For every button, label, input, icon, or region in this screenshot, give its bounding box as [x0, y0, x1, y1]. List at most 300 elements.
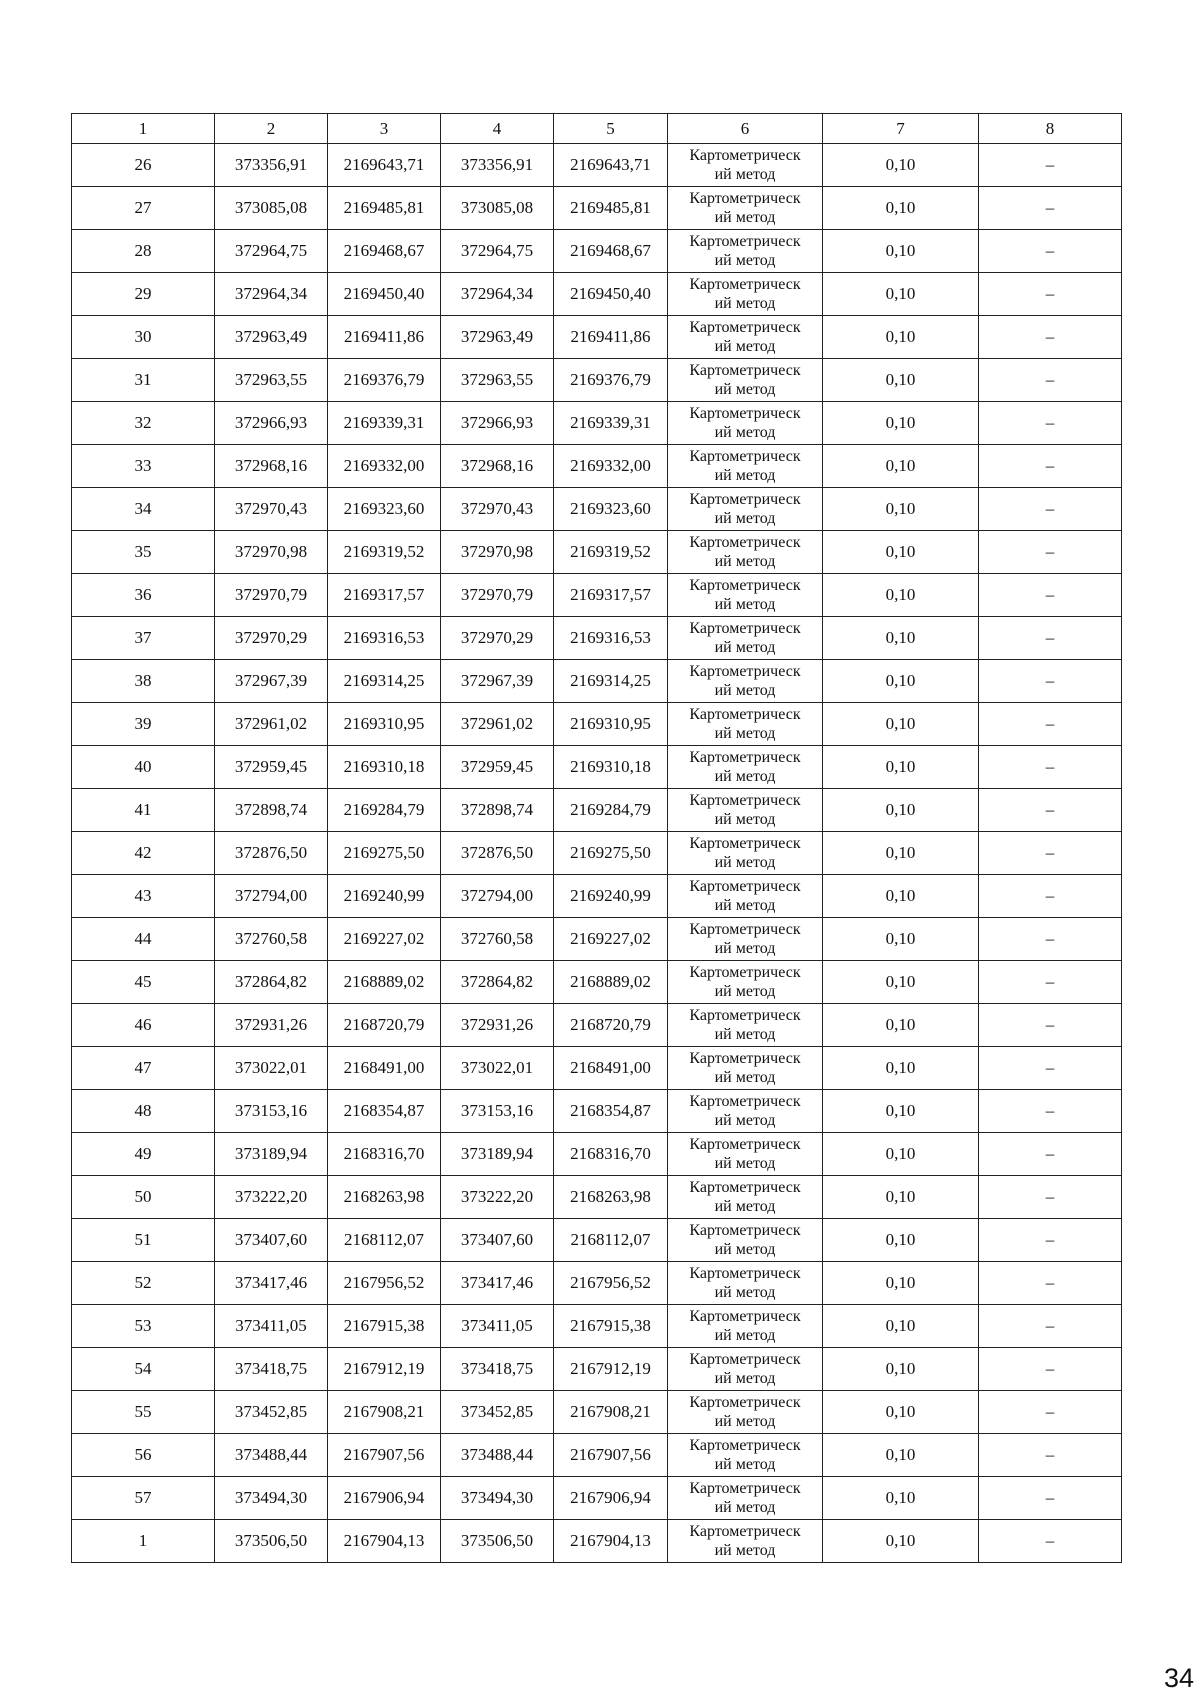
- x-old-cell: 372970,79: [215, 574, 328, 617]
- y-old-cell: 2167912,19: [328, 1348, 441, 1391]
- table-row: [72, 875, 1122, 918]
- accuracy-cell: 0,10: [823, 402, 979, 445]
- table-row: [72, 359, 1122, 402]
- method-cell: [668, 1262, 823, 1305]
- accuracy-cell: 0,10: [823, 144, 979, 187]
- x-old-cell: 372961,02: [215, 703, 328, 746]
- y-new-cell: 2168354,87: [554, 1090, 668, 1133]
- table-row: [72, 1219, 1122, 1262]
- note-cell: –: [979, 1520, 1122, 1563]
- method-text-line2: ий метод: [714, 1370, 776, 1387]
- accuracy-cell: 0,10: [823, 1004, 979, 1047]
- method-cell: [668, 789, 823, 832]
- method-cell: [668, 1176, 823, 1219]
- x-old-cell: 372964,75: [215, 230, 328, 273]
- point-number-cell: 34: [72, 488, 215, 531]
- x-new-cell: 372970,98: [441, 531, 554, 574]
- x-new-cell: 373085,08: [441, 187, 554, 230]
- x-old-cell: 373356,91: [215, 144, 328, 187]
- y-new-cell: 2167907,56: [554, 1434, 668, 1477]
- y-new-cell: 2167912,19: [554, 1348, 668, 1391]
- point-number-cell: 51: [72, 1219, 215, 1262]
- y-old-cell: 2168263,98: [328, 1176, 441, 1219]
- point-number-cell: 31: [72, 359, 215, 402]
- note-cell: –: [979, 1090, 1122, 1133]
- x-old-cell: 372968,16: [215, 445, 328, 488]
- y-new-cell: 2167906,94: [554, 1477, 668, 1520]
- column-header-4: 4: [441, 114, 554, 144]
- method-text-line1: Картометрическ: [689, 1007, 801, 1024]
- y-old-cell: 2167956,52: [328, 1262, 441, 1305]
- x-new-cell: 372794,00: [441, 875, 554, 918]
- y-new-cell: 2167904,13: [554, 1520, 668, 1563]
- x-old-cell: 373506,50: [215, 1520, 328, 1563]
- table-row: [72, 531, 1122, 574]
- method-cell: [668, 1477, 823, 1520]
- y-old-cell: 2168112,07: [328, 1219, 441, 1262]
- method-cell: [668, 574, 823, 617]
- accuracy-cell: 0,10: [823, 488, 979, 531]
- accuracy-cell: 0,10: [823, 445, 979, 488]
- note-cell: –: [979, 1262, 1122, 1305]
- note-cell: –: [979, 273, 1122, 316]
- x-new-cell: 372876,50: [441, 832, 554, 875]
- method-text-line1: Картометрическ: [689, 964, 801, 981]
- method-text-line2: ий метод: [714, 381, 776, 398]
- point-number-cell: 49: [72, 1133, 215, 1176]
- point-number-cell: 1: [72, 1520, 215, 1563]
- x-new-cell: 372963,49: [441, 316, 554, 359]
- x-old-cell: 372959,45: [215, 746, 328, 789]
- method-cell: [668, 187, 823, 230]
- method-text-line1: Картометрическ: [689, 1222, 801, 1239]
- method-cell: [668, 1391, 823, 1434]
- x-old-cell: 373494,30: [215, 1477, 328, 1520]
- y-new-cell: 2168112,07: [554, 1219, 668, 1262]
- y-new-cell: 2167908,21: [554, 1391, 668, 1434]
- x-old-cell: 373452,85: [215, 1391, 328, 1434]
- point-number-cell: 30: [72, 316, 215, 359]
- x-new-cell: 373222,20: [441, 1176, 554, 1219]
- y-new-cell: 2169643,71: [554, 144, 668, 187]
- y-new-cell: 2169468,67: [554, 230, 668, 273]
- note-cell: –: [979, 1133, 1122, 1176]
- method-cell: [668, 918, 823, 961]
- table-row: [72, 617, 1122, 660]
- method-cell: [668, 1520, 823, 1563]
- y-new-cell: 2169314,25: [554, 660, 668, 703]
- point-number-cell: 43: [72, 875, 215, 918]
- column-header-1: 1: [72, 114, 215, 144]
- y-old-cell: 2167915,38: [328, 1305, 441, 1348]
- table-row: [72, 1047, 1122, 1090]
- note-cell: –: [979, 1434, 1122, 1477]
- y-old-cell: 2169314,25: [328, 660, 441, 703]
- method-text-line2: ий метод: [714, 768, 776, 785]
- y-old-cell: 2169275,50: [328, 832, 441, 875]
- point-number-cell: 47: [72, 1047, 215, 1090]
- method-text-line2: ий метод: [714, 596, 776, 613]
- x-old-cell: 373418,75: [215, 1348, 328, 1391]
- y-new-cell: 2169319,52: [554, 531, 668, 574]
- x-new-cell: 373022,01: [441, 1047, 554, 1090]
- point-number-cell: 48: [72, 1090, 215, 1133]
- y-new-cell: 2169316,53: [554, 617, 668, 660]
- x-old-cell: 373407,60: [215, 1219, 328, 1262]
- x-new-cell: 373189,94: [441, 1133, 554, 1176]
- x-old-cell: 373417,46: [215, 1262, 328, 1305]
- table-body: [72, 144, 1122, 1563]
- column-header-2: 2: [215, 114, 328, 144]
- point-number-cell: 40: [72, 746, 215, 789]
- method-cell: [668, 144, 823, 187]
- y-new-cell: 2169275,50: [554, 832, 668, 875]
- x-old-cell: 372967,39: [215, 660, 328, 703]
- method-text-line2: ий метод: [714, 553, 776, 570]
- method-text-line2: ий метод: [714, 166, 776, 183]
- point-number-cell: 45: [72, 961, 215, 1004]
- x-new-cell: 373418,75: [441, 1348, 554, 1391]
- method-text-line1: Картометрическ: [689, 1480, 801, 1497]
- x-old-cell: 372931,26: [215, 1004, 328, 1047]
- method-text-line2: ий метод: [714, 1542, 776, 1559]
- y-old-cell: 2169332,00: [328, 445, 441, 488]
- table-row: [72, 961, 1122, 1004]
- y-new-cell: 2169411,86: [554, 316, 668, 359]
- method-cell: [668, 1348, 823, 1391]
- y-new-cell: 2167915,38: [554, 1305, 668, 1348]
- x-new-cell: 373417,46: [441, 1262, 554, 1305]
- x-new-cell: 373153,16: [441, 1090, 554, 1133]
- note-cell: –: [979, 1348, 1122, 1391]
- method-cell: [668, 961, 823, 1004]
- note-cell: –: [979, 1477, 1122, 1520]
- method-text-line1: Картометрическ: [689, 233, 801, 250]
- method-text-line2: ий метод: [714, 854, 776, 871]
- point-number-cell: 41: [72, 789, 215, 832]
- x-old-cell: 372876,50: [215, 832, 328, 875]
- method-text-line1: Картометрическ: [689, 878, 801, 895]
- table-row: [72, 1004, 1122, 1047]
- method-text-line1: Картометрическ: [689, 534, 801, 551]
- method-text-line2: ий метод: [714, 682, 776, 699]
- point-number-cell: 33: [72, 445, 215, 488]
- note-cell: –: [979, 531, 1122, 574]
- y-new-cell: 2169310,95: [554, 703, 668, 746]
- method-text-line1: Картометрическ: [689, 1136, 801, 1153]
- x-new-cell: 372968,16: [441, 445, 554, 488]
- y-new-cell: 2169240,99: [554, 875, 668, 918]
- note-cell: –: [979, 488, 1122, 531]
- table-row: [72, 1176, 1122, 1219]
- accuracy-cell: 0,10: [823, 703, 979, 746]
- x-new-cell: 373411,05: [441, 1305, 554, 1348]
- table-row: [72, 1520, 1122, 1563]
- accuracy-cell: 0,10: [823, 1391, 979, 1434]
- method-text-line2: ий метод: [714, 983, 776, 1000]
- method-text-line1: Картометрическ: [689, 319, 801, 336]
- y-new-cell: 2168720,79: [554, 1004, 668, 1047]
- y-new-cell: 2169376,79: [554, 359, 668, 402]
- method-text-line1: Картометрическ: [689, 491, 801, 508]
- table-row: [72, 703, 1122, 746]
- coordinates-table: [71, 113, 1122, 1563]
- accuracy-cell: 0,10: [823, 1090, 979, 1133]
- y-new-cell: 2169339,31: [554, 402, 668, 445]
- method-text-line2: ий метод: [714, 1499, 776, 1516]
- point-number-cell: 39: [72, 703, 215, 746]
- x-old-cell: 372964,34: [215, 273, 328, 316]
- y-old-cell: 2169310,95: [328, 703, 441, 746]
- x-old-cell: 373222,20: [215, 1176, 328, 1219]
- table-row: [72, 273, 1122, 316]
- x-old-cell: 372970,43: [215, 488, 328, 531]
- method-cell: [668, 660, 823, 703]
- y-old-cell: 2169316,53: [328, 617, 441, 660]
- table-row: [72, 144, 1122, 187]
- accuracy-cell: 0,10: [823, 660, 979, 703]
- y-old-cell: 2167908,21: [328, 1391, 441, 1434]
- x-new-cell: 372966,93: [441, 402, 554, 445]
- accuracy-cell: 0,10: [823, 316, 979, 359]
- method-text-line2: ий метод: [714, 811, 776, 828]
- method-text-line1: Картометрическ: [689, 1437, 801, 1454]
- page-number: 34: [1163, 1663, 1194, 1693]
- method-text-line2: ий метод: [714, 1284, 776, 1301]
- method-text-line1: Картометрическ: [689, 620, 801, 637]
- x-new-cell: 372964,75: [441, 230, 554, 273]
- method-cell: [668, 1004, 823, 1047]
- method-cell: [668, 875, 823, 918]
- point-number-cell: 52: [72, 1262, 215, 1305]
- table-row: [72, 1391, 1122, 1434]
- method-text-line2: ий метод: [714, 467, 776, 484]
- note-cell: –: [979, 875, 1122, 918]
- method-text-line2: ий метод: [714, 295, 776, 312]
- note-cell: –: [979, 832, 1122, 875]
- accuracy-cell: 0,10: [823, 230, 979, 273]
- table-row: [72, 1477, 1122, 1520]
- x-old-cell: 373488,44: [215, 1434, 328, 1477]
- x-new-cell: 372864,82: [441, 961, 554, 1004]
- y-new-cell: 2169284,79: [554, 789, 668, 832]
- x-old-cell: 372963,55: [215, 359, 328, 402]
- y-new-cell: 2169317,57: [554, 574, 668, 617]
- method-text-line1: Картометрическ: [689, 448, 801, 465]
- table-row: [72, 746, 1122, 789]
- method-cell: [668, 746, 823, 789]
- y-old-cell: 2169319,52: [328, 531, 441, 574]
- table-row: [72, 1434, 1122, 1477]
- note-cell: –: [979, 187, 1122, 230]
- point-number-cell: 42: [72, 832, 215, 875]
- point-number-cell: 36: [72, 574, 215, 617]
- x-old-cell: 373085,08: [215, 187, 328, 230]
- method-cell: [668, 273, 823, 316]
- method-cell: [668, 402, 823, 445]
- point-number-cell: 38: [72, 660, 215, 703]
- point-number-cell: 29: [72, 273, 215, 316]
- x-old-cell: 372864,82: [215, 961, 328, 1004]
- y-new-cell: 2168263,98: [554, 1176, 668, 1219]
- y-old-cell: 2169376,79: [328, 359, 441, 402]
- x-new-cell: 373488,44: [441, 1434, 554, 1477]
- method-text-line1: Картометрическ: [689, 835, 801, 852]
- method-text-line2: ий метод: [714, 897, 776, 914]
- method-cell: [668, 1047, 823, 1090]
- x-new-cell: 373506,50: [441, 1520, 554, 1563]
- point-number-cell: 50: [72, 1176, 215, 1219]
- method-text-line2: ий метод: [714, 1413, 776, 1430]
- method-cell: [668, 359, 823, 402]
- point-number-cell: 27: [72, 187, 215, 230]
- accuracy-cell: 0,10: [823, 1176, 979, 1219]
- method-cell: [668, 703, 823, 746]
- y-old-cell: 2168889,02: [328, 961, 441, 1004]
- x-new-cell: 372964,34: [441, 273, 554, 316]
- method-text-line2: ий метод: [714, 252, 776, 269]
- y-new-cell: 2168889,02: [554, 961, 668, 1004]
- accuracy-cell: 0,10: [823, 273, 979, 316]
- method-cell: [668, 1090, 823, 1133]
- table-row: [72, 230, 1122, 273]
- x-old-cell: 372963,49: [215, 316, 328, 359]
- method-text-line2: ий метод: [714, 1327, 776, 1344]
- point-number-cell: 56: [72, 1434, 215, 1477]
- method-text-line2: ий метод: [714, 1069, 776, 1086]
- method-text-line1: Картометрическ: [689, 1265, 801, 1282]
- point-number-cell: 37: [72, 617, 215, 660]
- point-number-cell: 26: [72, 144, 215, 187]
- method-text-line1: Картометрическ: [689, 190, 801, 207]
- y-old-cell: 2169310,18: [328, 746, 441, 789]
- accuracy-cell: 0,10: [823, 1477, 979, 1520]
- table-row: [72, 660, 1122, 703]
- column-header-6: 6: [668, 114, 823, 144]
- method-cell: [668, 1133, 823, 1176]
- accuracy-cell: 0,10: [823, 574, 979, 617]
- y-old-cell: 2169240,99: [328, 875, 441, 918]
- y-old-cell: 2169339,31: [328, 402, 441, 445]
- table-row: [72, 574, 1122, 617]
- table-row: [72, 402, 1122, 445]
- y-old-cell: 2169317,57: [328, 574, 441, 617]
- table-row: [72, 1262, 1122, 1305]
- method-text-line1: Картометрическ: [689, 1050, 801, 1067]
- note-cell: –: [979, 574, 1122, 617]
- y-new-cell: 2169310,18: [554, 746, 668, 789]
- method-text-line1: Картометрическ: [689, 1179, 801, 1196]
- accuracy-cell: 0,10: [823, 1348, 979, 1391]
- point-number-cell: 46: [72, 1004, 215, 1047]
- y-new-cell: 2169323,60: [554, 488, 668, 531]
- accuracy-cell: 0,10: [823, 832, 979, 875]
- note-cell: –: [979, 230, 1122, 273]
- method-text-line2: ий метод: [714, 1198, 776, 1215]
- accuracy-cell: 0,10: [823, 1047, 979, 1090]
- accuracy-cell: 0,10: [823, 187, 979, 230]
- method-cell: [668, 316, 823, 359]
- note-cell: –: [979, 316, 1122, 359]
- method-text-line2: ий метод: [714, 338, 776, 355]
- accuracy-cell: 0,10: [823, 789, 979, 832]
- method-text-line1: Картометрическ: [689, 663, 801, 680]
- note-cell: –: [979, 445, 1122, 488]
- accuracy-cell: 0,10: [823, 746, 979, 789]
- y-old-cell: 2169485,81: [328, 187, 441, 230]
- x-new-cell: 372970,29: [441, 617, 554, 660]
- note-cell: –: [979, 918, 1122, 961]
- y-new-cell: 2168491,00: [554, 1047, 668, 1090]
- y-old-cell: 2168491,00: [328, 1047, 441, 1090]
- method-text-line2: ий метод: [714, 424, 776, 441]
- y-old-cell: 2169468,67: [328, 230, 441, 273]
- method-cell: [668, 488, 823, 531]
- method-text-line2: ий метод: [714, 1112, 776, 1129]
- method-text-line1: Картометрическ: [689, 792, 801, 809]
- x-new-cell: 372961,02: [441, 703, 554, 746]
- y-old-cell: 2169450,40: [328, 273, 441, 316]
- note-cell: –: [979, 617, 1122, 660]
- note-cell: –: [979, 1004, 1122, 1047]
- method-text-line2: ий метод: [714, 1241, 776, 1258]
- method-cell: [668, 230, 823, 273]
- method-text-line2: ий метод: [714, 1155, 776, 1172]
- y-old-cell: 2167904,13: [328, 1520, 441, 1563]
- y-new-cell: 2169450,40: [554, 273, 668, 316]
- note-cell: –: [979, 1047, 1122, 1090]
- table-row: [72, 1133, 1122, 1176]
- x-new-cell: 372967,39: [441, 660, 554, 703]
- note-cell: –: [979, 746, 1122, 789]
- x-old-cell: 373411,05: [215, 1305, 328, 1348]
- point-number-cell: 32: [72, 402, 215, 445]
- y-old-cell: 2169227,02: [328, 918, 441, 961]
- method-text-line2: ий метод: [714, 209, 776, 226]
- note-cell: –: [979, 144, 1122, 187]
- x-new-cell: 373356,91: [441, 144, 554, 187]
- note-cell: –: [979, 359, 1122, 402]
- note-cell: –: [979, 402, 1122, 445]
- x-new-cell: 372970,43: [441, 488, 554, 531]
- x-old-cell: 373022,01: [215, 1047, 328, 1090]
- method-text-line1: Картометрическ: [689, 1308, 801, 1325]
- note-cell: –: [979, 1176, 1122, 1219]
- accuracy-cell: 0,10: [823, 1133, 979, 1176]
- accuracy-cell: 0,10: [823, 531, 979, 574]
- x-new-cell: 372963,55: [441, 359, 554, 402]
- x-old-cell: 372966,93: [215, 402, 328, 445]
- table-row: [72, 918, 1122, 961]
- accuracy-cell: 0,10: [823, 918, 979, 961]
- method-text-line1: Картометрическ: [689, 405, 801, 422]
- table-header-row: [72, 114, 1122, 144]
- method-text-line2: ий метод: [714, 510, 776, 527]
- accuracy-cell: 0,10: [823, 359, 979, 402]
- note-cell: –: [979, 660, 1122, 703]
- y-old-cell: 2168316,70: [328, 1133, 441, 1176]
- x-old-cell: 373189,94: [215, 1133, 328, 1176]
- table-row: [72, 445, 1122, 488]
- y-old-cell: 2169411,86: [328, 316, 441, 359]
- point-number-cell: 53: [72, 1305, 215, 1348]
- column-header-7: 7: [823, 114, 979, 144]
- point-number-cell: 35: [72, 531, 215, 574]
- method-text-line1: Картометрическ: [689, 362, 801, 379]
- table-row: [72, 488, 1122, 531]
- method-text-line1: Картометрическ: [689, 1351, 801, 1368]
- accuracy-cell: 0,10: [823, 961, 979, 1004]
